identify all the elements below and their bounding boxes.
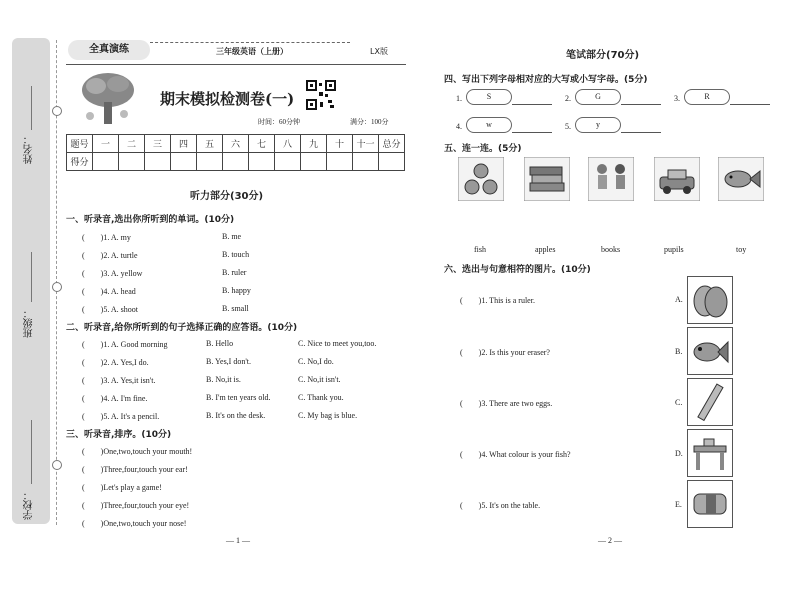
q2-option-c: C. Thank you. [298,393,344,402]
q6-title: 六、选出与句意相符的图片。(10分) [444,265,591,275]
q3-title: 三、听录音,排序。(10分) [66,430,172,440]
qr-code[interactable] [306,80,336,110]
q6-option-letter: D. [675,449,683,458]
subject-label: 三年级英语（上册） [216,47,288,56]
q1-option-b: B. touch [222,250,250,259]
letter-box: y [575,117,621,133]
listening-title: 听力部分(30分) [190,191,264,202]
q1-item: ( )3. A. yellow [82,269,143,278]
answer-line[interactable] [621,132,661,133]
score-row-label: 得分 [67,153,93,171]
q2-option-c: C. Nice to meet you,too. [298,339,377,348]
letter-box: S [466,89,512,105]
score-header-cell: 九 [301,135,327,153]
apples-picture [458,157,504,201]
score-header-cell: 一 [93,135,119,153]
page-number-1: — 1 — [226,536,250,545]
eggs-picture [687,276,733,324]
q5-word: books [601,245,621,254]
q2-item: ( )1. A. Good morning [82,340,168,349]
q3-item: ( )Three,four,touch your ear! [82,465,188,474]
q2-option-b: B. No,it is. [206,375,241,384]
score-header-cell: 六 [223,135,249,153]
name-line[interactable] [31,86,32,130]
answer-line[interactable] [730,104,770,105]
q2-title: 二、听录音,给你所听到的句子选择正确的应答语。(10分) [66,323,298,333]
page-number-2: — 2 — [598,536,622,545]
q1-option-b: B. me [222,232,242,241]
written-title: 笔试部分(70分) [566,50,640,61]
score-cell[interactable] [275,153,301,171]
answer-line[interactable] [512,104,552,105]
books-picture [524,157,570,201]
q1-option-b: B. small [222,304,249,313]
letter-box: w [466,117,512,133]
score-cell[interactable] [379,153,405,171]
q1-item: ( )4. A. head [82,287,136,296]
q1-item: ( )1. A. my [82,233,131,242]
q6-item: ( )2. Is this your eraser? [460,348,550,357]
score-cell[interactable] [301,153,327,171]
letter-box: R [684,89,730,105]
score-cell[interactable] [119,153,145,171]
score-header-cell: 总分 [379,135,405,153]
table-picture [687,429,733,477]
q2-option-c: C. No,I do. [298,357,334,366]
score-header-cell: 七 [249,135,275,153]
q5-word: toy [736,245,747,254]
fish-picture [718,157,764,201]
answer-line[interactable] [512,132,552,133]
full-score: 满分：100分 [350,118,389,126]
q1-item: ( )2. A. turtle [82,251,138,260]
header-arrow-line [150,42,350,43]
binding-sidebar [12,38,50,524]
score-cell[interactable] [93,153,119,171]
score-cell[interactable] [223,153,249,171]
letter-num: 2. [565,94,571,103]
score-header-cell: 十 [327,135,353,153]
q1-option-b: B. happy [222,286,251,295]
q2-item: ( )2. A. Yes,I do. [82,358,149,367]
name-label: 姓名： [24,134,35,164]
score-header-cell: 十一 [353,135,379,153]
q3-item: ( )Three,four,touch your eye! [82,501,190,510]
q2-option-b: B. Yes,I don't. [206,357,252,366]
score-header-cell: 三 [145,135,171,153]
q2-option-b: B. It's on the desk. [206,411,266,420]
letter-num: 4. [456,122,462,131]
toy-car-picture [654,157,700,201]
letter-box: G [575,89,621,105]
edition-label: LX版 [370,47,388,56]
score-cell[interactable] [327,153,353,171]
q2-item: ( )5. A. It's a pencil. [82,412,160,421]
class-label: 班级： [24,308,35,338]
score-header-cell: 二 [119,135,145,153]
tree-illustration [76,70,140,128]
q2-option-b: B. I'm ten years old. [206,393,271,402]
score-cell[interactable] [171,153,197,171]
binding-hole [52,460,62,470]
score-header-cell: 八 [275,135,301,153]
eraser-picture [687,480,733,528]
letter-num: 1. [456,94,462,103]
score-header-cell: 五 [197,135,223,153]
school-line[interactable] [31,420,32,484]
school-label: 学校： [24,490,35,520]
q6-option-letter: B. [675,347,683,356]
fish-picture-b [687,327,733,375]
q5-word: apples [535,245,556,254]
series-logo: 全真演练 [68,40,150,60]
score-table [66,134,405,171]
q1-item: ( )5. A. shoot [82,305,138,314]
q2-option-c: C. No,it isn't. [298,375,341,384]
q5-title: 五、连一连。(5分) [444,144,522,154]
score-header-cell: 四 [171,135,197,153]
q4-title: 四、写出下列字母相对应的大写或小写字母。(5分) [444,75,648,85]
q3-item: ( )One,two,touch your nose! [82,519,187,528]
score-cell[interactable] [145,153,171,171]
pupils-picture [588,157,634,201]
q2-item: ( )3. A. Yes,it isn't. [82,376,156,385]
ruler-picture [687,378,733,426]
binding-hole [52,106,62,116]
q2-option-c: C. My bag is blue. [298,411,358,420]
q3-item: ( )One,two,touch your mouth! [82,447,193,456]
q2-option-b: B. Hello [206,339,234,348]
q6-item: ( )4. What colour is your fish? [460,450,571,459]
exam-time: 时间：60分钟 [258,118,300,126]
q1-option-b: B. ruler [222,268,247,277]
q6-option-letter: E. [675,500,682,509]
letter-num: 5. [565,122,571,131]
binding-hole [52,282,62,292]
score-cell[interactable] [249,153,275,171]
q6-option-letter: C. [675,398,683,407]
class-line[interactable] [31,252,32,302]
q1-title: 一、听录音,选出你所听到的单词。(10分) [66,215,235,225]
q5-word: pupils [664,245,684,254]
score-cell[interactable] [197,153,223,171]
answer-line[interactable] [621,104,661,105]
q5-word: fish [474,245,486,254]
score-cell[interactable] [353,153,379,171]
q6-item: ( )5. It's on the table. [460,501,541,510]
q6-option-letter: A. [675,295,683,304]
exam-title: 期末模拟检测卷(一) [160,90,295,108]
q6-item: ( )3. There are two eggs. [460,399,553,408]
letter-num: 3. [674,94,680,103]
q3-item: ( )Let's play a game! [82,483,162,492]
q6-item: ( )1. This is a ruler. [460,296,535,305]
q2-item: ( )4. A. I'm fine. [82,394,148,403]
score-header-cell: 题号 [67,135,93,153]
